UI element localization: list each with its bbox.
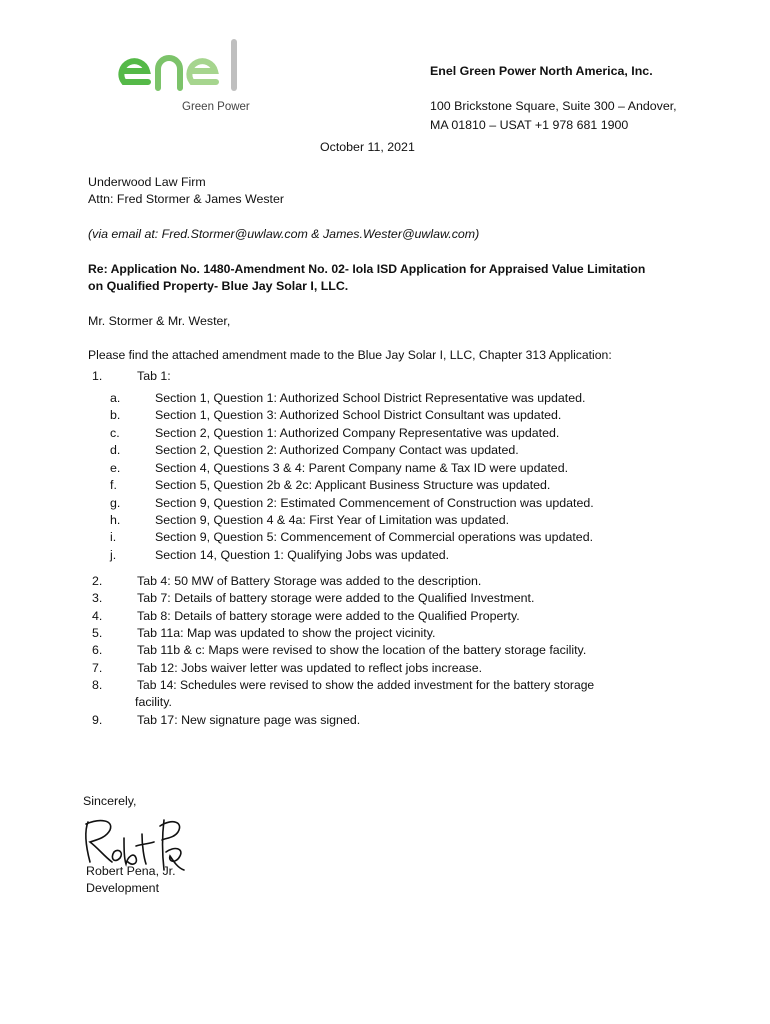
sub-item-letter: d.	[110, 443, 121, 457]
list-item-number: 4.	[92, 609, 103, 623]
sub-item-text: Section 2, Question 1: Authorized Company Representative was updated.	[155, 426, 560, 440]
sender-address-line2: MA 01810 – USAT +1 978 681 1900	[430, 118, 629, 132]
sub-item-letter: b.	[110, 408, 121, 422]
sender-address-line1: 100 Brickstone Square, Suite 300 – Andover,	[430, 99, 677, 113]
sub-item-letter: h.	[110, 513, 121, 527]
sub-item-letter: g.	[110, 496, 121, 510]
subject-line-2: on Qualified Property- Blue Jay Solar I, LLC.	[88, 279, 349, 293]
list-item-text: Tab 14: Schedules were revised to show the added investment for the battery storage	[137, 678, 595, 692]
sub-item-letter: j.	[110, 548, 117, 562]
subject-line-1: Re: Application No. 1480-Amendment No. 02- Iola ISD Application for Appraised Value Limitation	[88, 262, 646, 276]
list-item-text: Tab 1:	[137, 369, 171, 383]
sub-item-letter: c.	[110, 426, 120, 440]
list-item-number: 9.	[92, 713, 103, 727]
closing: Sincerely,	[83, 794, 137, 808]
sub-item-letter: e.	[110, 461, 121, 475]
list-item-text: Tab 8: Details of battery storage were added to the Qualified Property.	[137, 609, 520, 623]
signer-title: Development	[86, 881, 160, 895]
sub-item-text: Section 9, Question 4 & 4a: First Year of Limitation was updated.	[155, 513, 510, 527]
list-item-text: Tab 7: Details of battery storage were added to the Qualified Investment.	[137, 591, 535, 605]
list-item-number: 5.	[92, 626, 103, 640]
list-item-number: 8.	[92, 678, 103, 692]
sub-item-text: Section 9, Question 5: Commencement of Commercial operations was updated.	[155, 530, 594, 544]
recipient-attn: Attn: Fred Stormer & James Wester	[88, 192, 285, 206]
sender-company: Enel Green Power North America, Inc.	[430, 64, 653, 78]
enel-logo	[110, 38, 260, 98]
list-item-text: Tab 4: 50 MW of Battery Storage was added to the description.	[137, 574, 482, 588]
list-item-text: Tab 17: New signature page was signed.	[137, 713, 361, 727]
logo-letter-e1	[121, 61, 148, 82]
list-item-text: Tab 11b & c: Maps were revised to show the location of the battery storage facility.	[137, 643, 587, 657]
sub-item-text: Section 4, Questions 3 & 4: Parent Company name & Tax ID were updated.	[155, 461, 569, 475]
signer-name: Robert Pena, Jr.	[86, 864, 176, 878]
sub-item-letter: i.	[110, 530, 117, 544]
salutation: Mr. Stormer & Mr. Wester,	[88, 314, 231, 328]
list-item-number: 3.	[92, 591, 103, 605]
list-item-continuation: facility.	[135, 695, 172, 709]
list-item-number: 2.	[92, 574, 103, 588]
list-item-number: 1.	[92, 369, 103, 383]
logo-caption: Green Power	[182, 101, 250, 113]
list-item-text: Tab 11a: Map was updated to show the project vicinity.	[137, 626, 436, 640]
sub-item-letter: a.	[110, 391, 121, 405]
list-item-number: 6.	[92, 643, 103, 657]
recipient-via-email: (via email at: Fred.Stormer@uwlaw.com & James.Wester@uwlaw.com)	[88, 227, 480, 241]
intro-paragraph: Please find the attached amendment made to the Blue Jay Solar I, LLC, Chapter 313 Application:	[88, 348, 612, 362]
logo-letter-n	[158, 58, 180, 88]
list-item-number: 7.	[92, 661, 103, 675]
letter-date: October 11, 2021	[320, 140, 415, 154]
logo-letter-e2	[189, 61, 216, 82]
sub-item-text: Section 14, Question 1: Qualifying Jobs was updated.	[155, 548, 450, 562]
sub-item-text: Section 5, Question 2b & 2c: Applicant Business Structure was updated.	[155, 478, 551, 492]
list-item-text: Tab 12: Jobs waiver letter was updated to reflect jobs increase.	[137, 661, 483, 675]
sub-item-text: Section 9, Question 2: Estimated Commencement of Construction was updated.	[155, 496, 594, 510]
sub-item-text: Section 2, Question 2: Authorized Company Contact was updated.	[155, 443, 519, 457]
sub-item-text: Section 1, Question 1: Authorized School District Representative was updated.	[155, 391, 586, 405]
recipient-firm: Underwood Law Firm	[88, 175, 206, 189]
sub-item-text: Section 1, Question 3: Authorized School District Consultant was updated.	[155, 408, 562, 422]
sub-item-letter: f.	[110, 478, 117, 492]
